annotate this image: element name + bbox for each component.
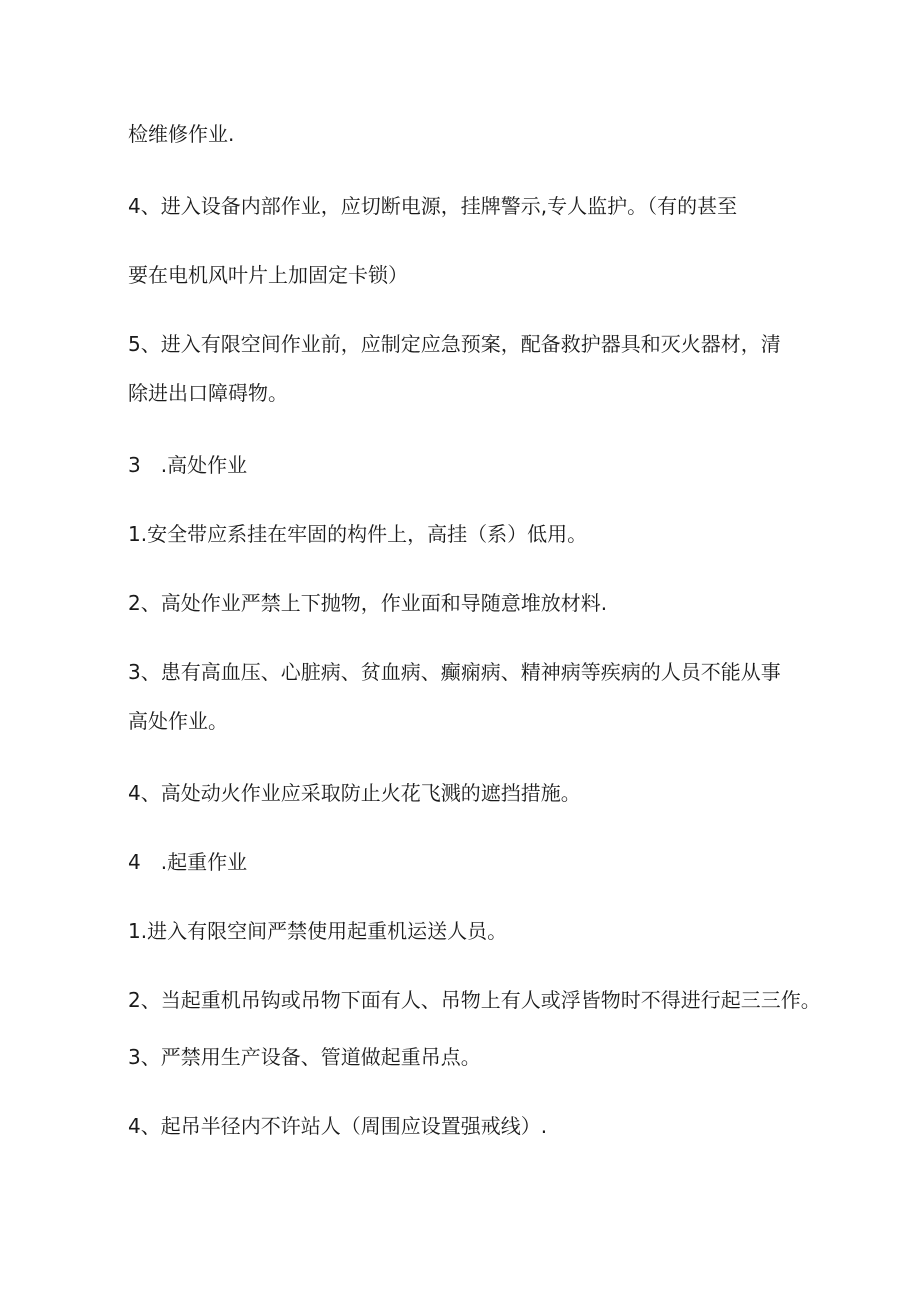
text-line-ha-item-1: 1.安全带应系挂在牢固的构件上，高挂（系）低用。	[128, 522, 588, 546]
text-line-item-4: 4、进入设备内部作业，应切断电源，挂牌警示,专人监护。（有的甚至	[128, 194, 738, 218]
text-line-lift-item-4: 4、起吊半径内不许站人（周围应设置强戒线）.	[128, 1114, 548, 1138]
text-line-ha-item-4: 4、高处动火作业应采取防止火花飞溅的遮挡措施。	[128, 781, 581, 805]
section-heading-lifting: 4 .起重作业	[128, 850, 248, 874]
text-line-ha-item-3-cont: 高处作业。	[128, 709, 228, 733]
text-line-lift-item-3: 3、严禁用生产设备、管道做起重吊点。	[128, 1045, 481, 1069]
text-line-lift-item-2: 2、当起重机吊钩或吊物下面有人、吊物上有人或浮皆物时不得进行起三三作。	[128, 988, 821, 1012]
section-heading-high-altitude: 3 .高处作业	[128, 453, 248, 477]
text-line-ha-item-3: 3、患有高血压、心脏病、贫血病、癫痫病、精神病等疾病的人员不能从事	[128, 660, 781, 684]
text-line-ha-item-2: 2、高处作业严禁上下抛物，作业面和导随意堆放材料.	[128, 591, 608, 615]
text-line-item-5-cont: 除进出口障碍物。	[128, 381, 288, 405]
text-line-item-5: 5、进入有限空间作业前，应制定应急预案，配备救护器具和灭火器材，清	[128, 332, 781, 356]
text-line-item-4-cont: 要在电机风叶片上加固定卡锁）	[128, 263, 408, 287]
text-line-lift-item-1: 1.进入有限空间严禁使用起重机运送人员。	[128, 919, 508, 943]
text-line-continuation: 检维修作业.	[128, 122, 235, 146]
